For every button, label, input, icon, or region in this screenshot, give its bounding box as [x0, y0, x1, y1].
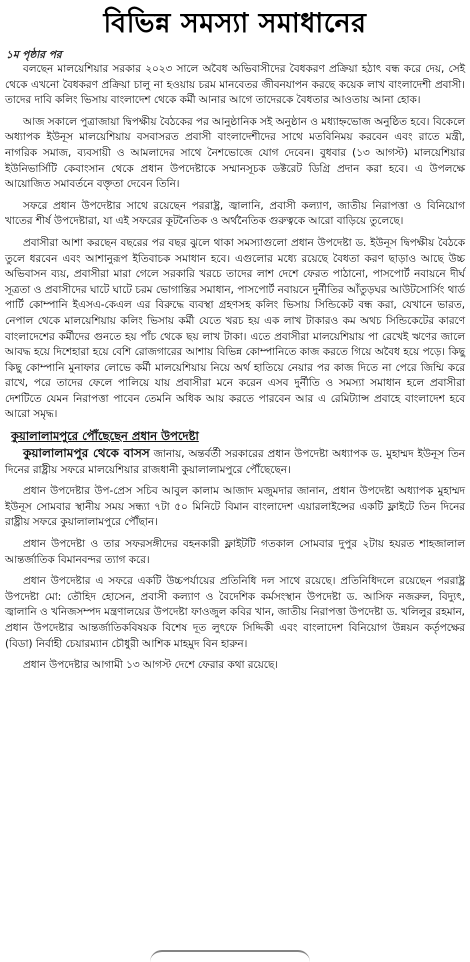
- cropped-next-headline-fragment: [150, 950, 310, 962]
- article-paragraph: প্রধান উপদেষ্টা ও তার সফরসঙ্গীদের বহনকারী ফ্লাইটটি গতকাল সোমবার দুপুর ২টায় হযরত শাহজালাল আন্তর্জাতিক বিমানবন্দর ত্যাগ করে।: [5, 538, 465, 566]
- dateline-text: জানায়, অন্তর্বর্তী সরকারের প্রধান উপদেষ্টা অধ্যাপক ড. মুহাম্মদ ইউনূস তিন দিনের রাষ্ট্রীয় সফরে মালয়েশিয়ার রাজধানী কুয়ালালামপুরে পৌঁছেছেন।: [5, 448, 465, 476]
- article-paragraph: বলছেন মালয়েশিয়ার সরকার ২০২৩ সালে অবৈধ অভিবাসীদের বৈধকরণ প্রক্রিয়া হঠাৎ বন্ধ করে দেয়, সেই থেকে এখনো বৈধকরণ প্রক্রিয়া চালু না হওয়ায় চরম মানবেতর জীবনযাপন করছে কয়েক লাখ বাংলাদেশী প্রবাসী। তাদের দাবি কলিং ভিসায় বাংলাদেশ থেকে কর্মী আনার আগে তাদেরকে বৈধতার আওতায় আনা হোক।: [5, 63, 465, 107]
- article-paragraph: প্রবাসীরা আশা করছেন বছরের পর বছর ঝুলে থাকা সমস্যাগুলো প্রধান উপদেষ্টা ড. ইউনূস দ্বিপক্ষীয় বৈঠকে তুলে ধরবেন এবং আশানুরূপ ইতিবাচক সমাধান হবে। এগুলোর মধ্যে রয়েছে বৈধতা করণ ছাড়াও আছে উচ্চ অভিবাসন ব্যয়, প্রবাসীরা মারা গেলে সরকারি খরচে তাদের লাশ দেশে ফেরত পাঠানো, পাসপোর্ট নবায়নে দীর্ঘ সূত্রতা ও প্রবাসীদের ঘাটে ঘাটে চরম ভোগান্তির সমাধান, পাসপোর্ট নবায়নে দুর্নীতির আঁতুড়ঘর আউটসোর্সিং থার্ড পার্টি কোম্পানি ইএসএ-কেএল এর বিরুদ্ধে ব্যবস্থা গ্রহণসহ কলিং ভিসায় সিন্ডিকেট বন্ধ করা, যেখানে ভারত, নেপাল থেকে মালয়েশিয়ায় কলিং ভিসায় কর্মী যেতে খরচ হয় এক লাখ টাকারও কম অথচ সিন্ডিকেটের কারণে বাংলাদেশের কর্মীদের গুনতে হয় পাঁচ থেকে ছয় লাখ টাকা। এতে প্রবাসীরা মালয়েশিয়ায় পা রেখেই ঋণের জালে আবদ্ধ হয়ে দিশেহারা হয়ে বেশি রোজগারের আশায় বিভিন্ন কোম্পানিতে কাজ করতে গিয়ে অবৈধ হয়ে পড়ে। কিছু কিছু কোম্পানি মুনাফার লোভে কর্মী মালয়েশিয়ায় নিয়ে অর্থ হাতিয়ে নেয়ার পর কাজ দিতে না পেরে জিম্মি করে রাখে, পরে তাদের ফেলে পালিয়ে যায় প্রবাসীরা মনে করেন এসব দুর্নীতি ও সমস্যা সমাধান হলে প্রবাসীরা দেশটিতে যেমন নিরাপত্তা পাবেন তেমনি অধিক আয় করতে পারবেন আর এ রেমিট্যান্স প্রবাহে বাংলাদেশ হবে আরো সমৃদ্ধ।: [5, 236, 465, 421]
- continuation-label: ১ম পৃষ্ঠার পর: [6, 49, 62, 61]
- article-paragraph: প্রধান উপদেষ্টার আগামী ১৩ আগস্ট দেশে ফেরার কথা রয়েছে।: [23, 659, 278, 672]
- article-headline: বিভিন্ন সমস্যা সমাধানের: [103, 8, 367, 39]
- article-paragraph: আজ সকালে পুত্রাজায়া দ্বিপক্ষীয় বৈঠকের পর আনুষ্ঠানিক সই অনুষ্ঠান ও মধ্যাহ্নভোজ অনুষ্ঠিত হবে। বিকেলে অধ্যাপক ইউনূস মালয়েশিয়ায় বসবাসরত প্রবাসী বাংলাদেশীদের সাথে মতবিনিময় করবেন এবং রাতে মন্ত্রী, নাগরিক সমাজ, ব্যবসায়ী ও আমলাদের সাথে নৈশভোজে যোগ দেবেন। বুধবার (১৩ আগস্ট) মালয়েশিয়ার ইউনিভার্সিটি কেবাংসান থেকে প্রধান উপদেষ্টাকে সম্মানসূচক ডক্টরেট ডিগ্রি প্রদান করা হবে। এ উপলক্ষে আয়োজিত সমাবর্তনে বক্তৃতা দেবেন তিনি।: [5, 115, 465, 191]
- article-paragraph: প্রধান উপদেষ্টার এ সফরে একটি উচ্চপর্যায়ের প্রতিনিধি দল সাথে রয়েছে। প্রতিনিধিদলে রয়েছেন পররাষ্ট্র উপদেষ্টা মো: তৌহিদ হোসেন, প্রবাসী কল্যাণ ও বৈদেশিক কর্মসংস্থান উপদেষ্টা ড. আসিফ নজরুল, বিদ্যুৎ, জ্বালানি ও খনিজসম্পদ মন্ত্রণালয়ের উপদেষ্টা ফাওজুল কবির খান, জাতীয় নিরাপত্তা উপদেষ্টা ড. খলিলুর রহমান, প্রধান উপদেষ্টার আন্তর্জাতিকবিষয়ক বিশেষ দূত লুৎফে সিদ্দিকী এবং বাংলাদেশ বিনিয়োগ উন্নয়ন কর্তৃপক্ষের (বিডা) নির্বাহী চেয়ারম্যান চৌধুরী আশিক মাহমুদ বিন হারুন।: [5, 575, 465, 650]
- section-subheading: কুয়ালালামপুরে পৌঁছেছেন প্রধান উপদেষ্টা: [11, 429, 199, 444]
- article-body: [0, 62, 470, 674]
- dateline: কুয়ালালামপুর থেকে বাসস: [23, 446, 150, 461]
- article-paragraph: প্রধান উপদেষ্টার উপ-প্রেস সচিব আবুল কালাম আজাদ মজুমদার জানান, প্রধান উপদেষ্টা অধ্যাপক মুহাম্মদ ইউনূস সোমবার স্থানীয় সময় সন্ধ্যা ৭টা ৫০ মিনিটে বিমান বাংলাদেশ এয়ারলাইন্সের একটি ফ্লাইটে তিন দিনের রাষ্ট্রীয় সফরে কুয়ালালামপুরে পৌঁছান।: [5, 485, 465, 529]
- dateline-paragraph: [5, 446, 465, 478]
- article-paragraph: সফরে প্রধান উপদেষ্টার সাথে রয়েছেন পররাষ্ট্র, জ্বালানি, প্রবাসী কল্যাণ, জাতীয় নিরাপত্তা ও বিনিয়োগ খাতের শীর্ষ উপদেষ্টারা, যা এই সফরের কূটনৈতিক ও অর্থনৈতিক গুরুত্বকে আরো বাড়িয়ে তুলেছে।: [5, 199, 465, 228]
